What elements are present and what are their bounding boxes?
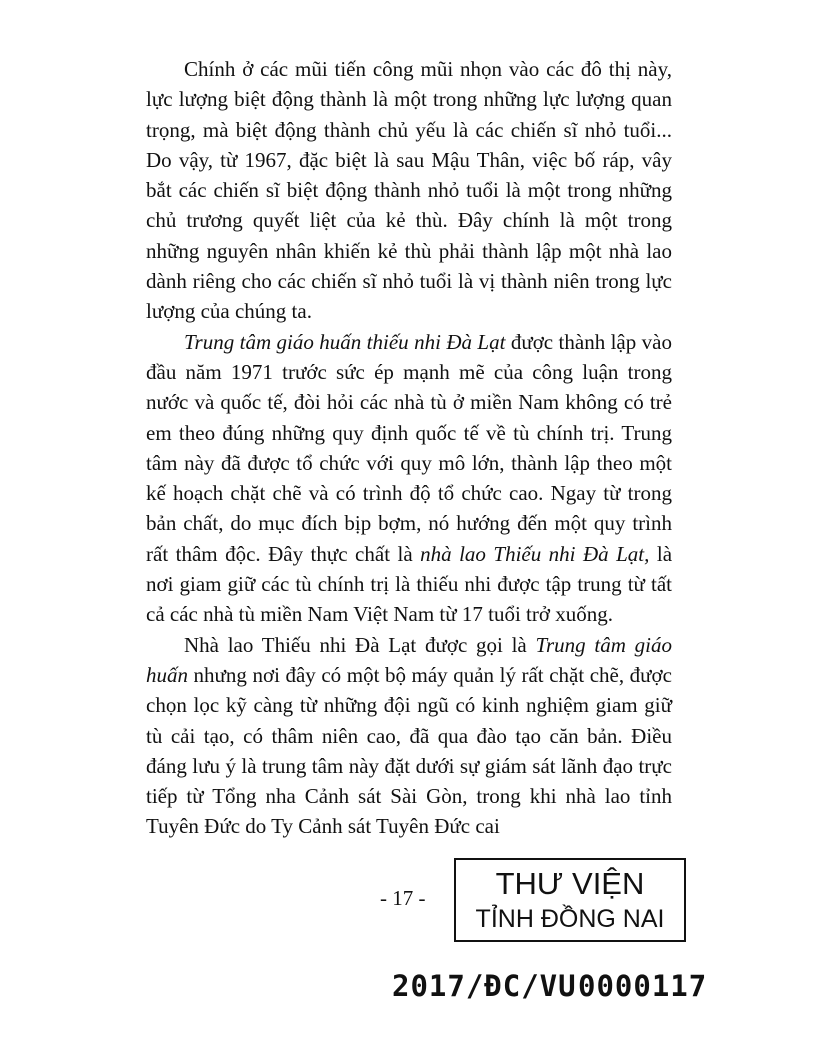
paragraph-1 <box>146 54 672 327</box>
paragraph-1-text: Chính ở các mũi tiến công mũi nhọn vào các đô thị này, lực lượng biệt động thành là một trong những lực lượng quan trọng, mà biệt động thành chủ yếu là các chiến sĩ nhỏ tuổi... Do vậy, từ 1967, đặc biệt là sau Mậu Thân, việc bố ráp, vây bắt các chiến sĩ biệt động thành nhỏ tuổi là một trong những chủ trương quyết liệt của kẻ thù. Đây chính là một trong những nguyên nhân khiến kẻ thù phải thành lập một nhà lao dành riêng cho các chiến sĩ nhỏ tuổi là vị thành niên trong lực lượng của chúng ta. <box>146 57 672 324</box>
paragraph-3-text-b: nhưng nơi đây có một bộ máy quản lý rất chặt chẽ, được chọn lọc kỹ càng từ những đội ngũ có kinh nghiệm giam giữ tù cải tạo, có thâm niên cao, đã qua đào tạo căn bản. Điều đáng lưu ý là trung tâm này đặt dưới sự giám sát lãnh đạo trực tiếp từ Tổng nha Cảnh sát Sài Gòn, trong khi nhà lao tỉnh Tuyên Đức do Ty Cảnh sát Tuyên Đức cai <box>146 662 672 839</box>
paragraph-3-italic-term: Trung tâm giáo huấn <box>146 632 672 687</box>
library-stamp <box>454 858 686 942</box>
paragraph-3 <box>146 630 672 842</box>
page-number: - 17 - <box>380 886 426 910</box>
paragraph-3-text-a: Nhà lao Thiếu nhi Đà Lạt được gọi là <box>184 632 536 657</box>
call-number: 2017/ĐC/VU <box>392 969 577 1003</box>
stamp-library-label: THƯ VIỆN <box>495 866 645 901</box>
accession-number: 0000117 <box>578 969 708 1003</box>
body-text <box>146 54 672 842</box>
paragraph-2-text-a: được thành lập vào đầu năm 1971 trước sức ép mạnh mẽ của công luận trong nước và quốc tế, đòi hỏi các nhà tù ở miền Nam không có trẻ em theo đúng những quy định quốc tế về tù chính trị. Trung tâm này đã được tổ chức với quy mô lớn, thành lập theo một kế hoạch chặt chẽ và có trình độ tổ chức cao. Ngay từ trong bản chất, do mục đích bịp bợm, nó hướng đến một quy trình rất thâm độc. Đây thực chất là <box>146 329 672 566</box>
stamp-province-label: TỈNH ĐỒNG NAI <box>475 905 665 933</box>
paragraph-2-italic-name: nhà lao Thiếu nhi Đà Lạt, <box>420 541 650 566</box>
paragraph-2-text-b: là nơi giam giữ các tù chính trị là thiếu nhi được tập trung từ tất cả các nhà tù miền Nam Việt Nam từ 17 tuổi trở xuống. <box>146 541 673 627</box>
paragraph-2 <box>146 327 672 630</box>
paragraph-2-italic-title: Trung tâm giáo huấn thiếu nhi Đà Lạt <box>184 329 506 354</box>
